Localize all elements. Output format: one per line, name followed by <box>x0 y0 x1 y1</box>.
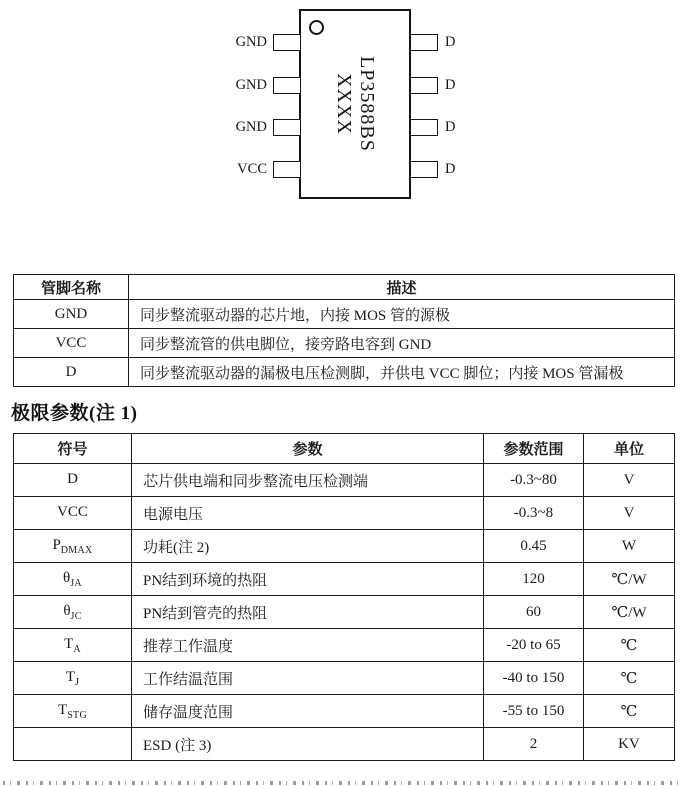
symbol-cell <box>14 497 132 530</box>
pin-desc-header: 描述 <box>129 275 675 300</box>
range-cell: 0.45 <box>484 530 584 563</box>
chip-lot-code: XXXX <box>333 73 355 135</box>
limits-row <box>14 728 675 761</box>
symbol-subscript: J <box>74 676 80 688</box>
unit-cell: V <box>584 464 675 497</box>
pin-label-vcc: VCC <box>237 161 267 177</box>
parameter-cell: 工作结温范围 <box>132 662 484 695</box>
parameter-cell: 功耗(注 2) <box>132 530 484 563</box>
symbol-subscript: DMAX <box>60 544 93 556</box>
parameter-header: 参数 <box>132 434 484 464</box>
symbol-cell <box>14 695 132 728</box>
pin-right-1 <box>410 34 438 51</box>
range-cell: -0.3~8 <box>484 497 584 530</box>
parameter-cell: 电源电压 <box>132 497 484 530</box>
pin-label-d-2: D <box>445 77 456 93</box>
pin-name-cell: D <box>14 358 129 387</box>
range-cell: 2 <box>484 728 584 761</box>
pin1-marker-icon <box>309 20 324 35</box>
symbol-subscript: JA <box>70 577 82 589</box>
unit-cell: ℃ <box>584 629 675 662</box>
parameter-cell: 储存温度范围 <box>132 695 484 728</box>
chip-package-diagram <box>0 0 687 210</box>
pin-table-header-row <box>14 275 675 300</box>
symbol-base: T <box>64 635 74 652</box>
symbol-cell <box>14 596 132 629</box>
symbol-base: θ <box>63 569 71 586</box>
symbol-base: T <box>58 701 68 718</box>
symbol-cell <box>14 530 132 563</box>
pin-label-d-1: D <box>445 34 456 50</box>
symbol-base: P <box>52 536 61 553</box>
symbol-cell <box>14 563 132 596</box>
pin-name-cell: VCC <box>14 329 129 358</box>
pin-name-header: 管脚名称 <box>14 275 129 300</box>
parameter-cell: PN结到管壳的热阻 <box>132 596 484 629</box>
range-cell: -0.3~80 <box>484 464 584 497</box>
pin-left-3 <box>273 119 301 136</box>
pin-left-4 <box>273 161 301 178</box>
parameter-cell: PN结到环境的热阻 <box>132 563 484 596</box>
symbol-header: 符号 <box>14 434 132 464</box>
symbol-base: T <box>65 668 75 685</box>
section-title: 极限参数(注 1) <box>11 403 138 424</box>
pin-table-row <box>14 329 675 358</box>
chip-label <box>332 56 378 152</box>
unit-header: 单位 <box>584 434 675 464</box>
pin-label-gnd-2: GND <box>235 77 267 93</box>
pin-right-3 <box>410 119 438 136</box>
limits-row <box>14 629 675 662</box>
pin-name-cell: GND <box>14 300 129 329</box>
unit-cell: V <box>584 497 675 530</box>
symbol-base: VCC <box>57 503 88 520</box>
parameter-cell: 推荐工作温度 <box>132 629 484 662</box>
range-header: 参数范围 <box>484 434 584 464</box>
limits-header-row <box>14 434 675 464</box>
range-cell: -20 to 65 <box>484 629 584 662</box>
pin-label-gnd-3: GND <box>235 119 267 135</box>
symbol-cell <box>14 629 132 662</box>
pin-left-1 <box>273 34 301 51</box>
symbol-cell <box>14 464 132 497</box>
symbol-cell <box>14 662 132 695</box>
pin-label-d-4: D <box>445 161 456 177</box>
limits-table <box>13 433 675 761</box>
pin-desc-cell: 同步整流管的供电脚位，接旁路电容到 GND <box>129 329 675 358</box>
limits-row <box>14 497 675 530</box>
range-cell: -55 to 150 <box>484 695 584 728</box>
parameter-cell: 芯片供电端和同步整流电压检测端 <box>132 464 484 497</box>
pin-left-2 <box>273 77 301 94</box>
unit-cell: ℃ <box>584 695 675 728</box>
unit-cell: ℃/W <box>584 596 675 629</box>
pin-right-4 <box>410 161 438 178</box>
unit-cell: W <box>584 530 675 563</box>
symbol-subscript: A <box>73 643 81 655</box>
limits-row <box>14 563 675 596</box>
pin-label-gnd-1: GND <box>235 34 267 50</box>
limits-row <box>14 530 675 563</box>
limits-row <box>14 695 675 728</box>
unit-cell: ℃/W <box>584 563 675 596</box>
pin-table-row <box>14 300 675 329</box>
pin-desc-cell: 同步整流驱动器的漏极电压检测脚，并供电 VCC 脚位；内接 MOS 管漏极 <box>129 358 675 387</box>
symbol-subscript: JC <box>70 610 82 622</box>
pin-description-table <box>13 274 675 387</box>
limits-row <box>14 464 675 497</box>
pin-label-d-3: D <box>445 119 456 135</box>
symbol-cell <box>14 728 132 761</box>
symbol-base: D <box>67 470 78 487</box>
pin-table-row <box>14 358 675 387</box>
pin-right-2 <box>410 77 438 94</box>
unit-cell: ℃ <box>584 662 675 695</box>
parameter-cell: ESD (注 3) <box>132 728 484 761</box>
chip-body <box>299 9 411 199</box>
chip-part-number: LP3588BS <box>356 56 378 152</box>
clipped-text-line <box>3 781 683 785</box>
symbol-base: θ <box>63 602 71 619</box>
symbol-subscript: STG <box>67 709 87 721</box>
limits-row <box>14 596 675 629</box>
limits-row <box>14 662 675 695</box>
range-cell: 60 <box>484 596 584 629</box>
pin-desc-cell: 同步整流驱动器的芯片地，内接 MOS 管的源极 <box>129 300 675 329</box>
range-cell: 120 <box>484 563 584 596</box>
unit-cell: KV <box>584 728 675 761</box>
range-cell: -40 to 150 <box>484 662 584 695</box>
